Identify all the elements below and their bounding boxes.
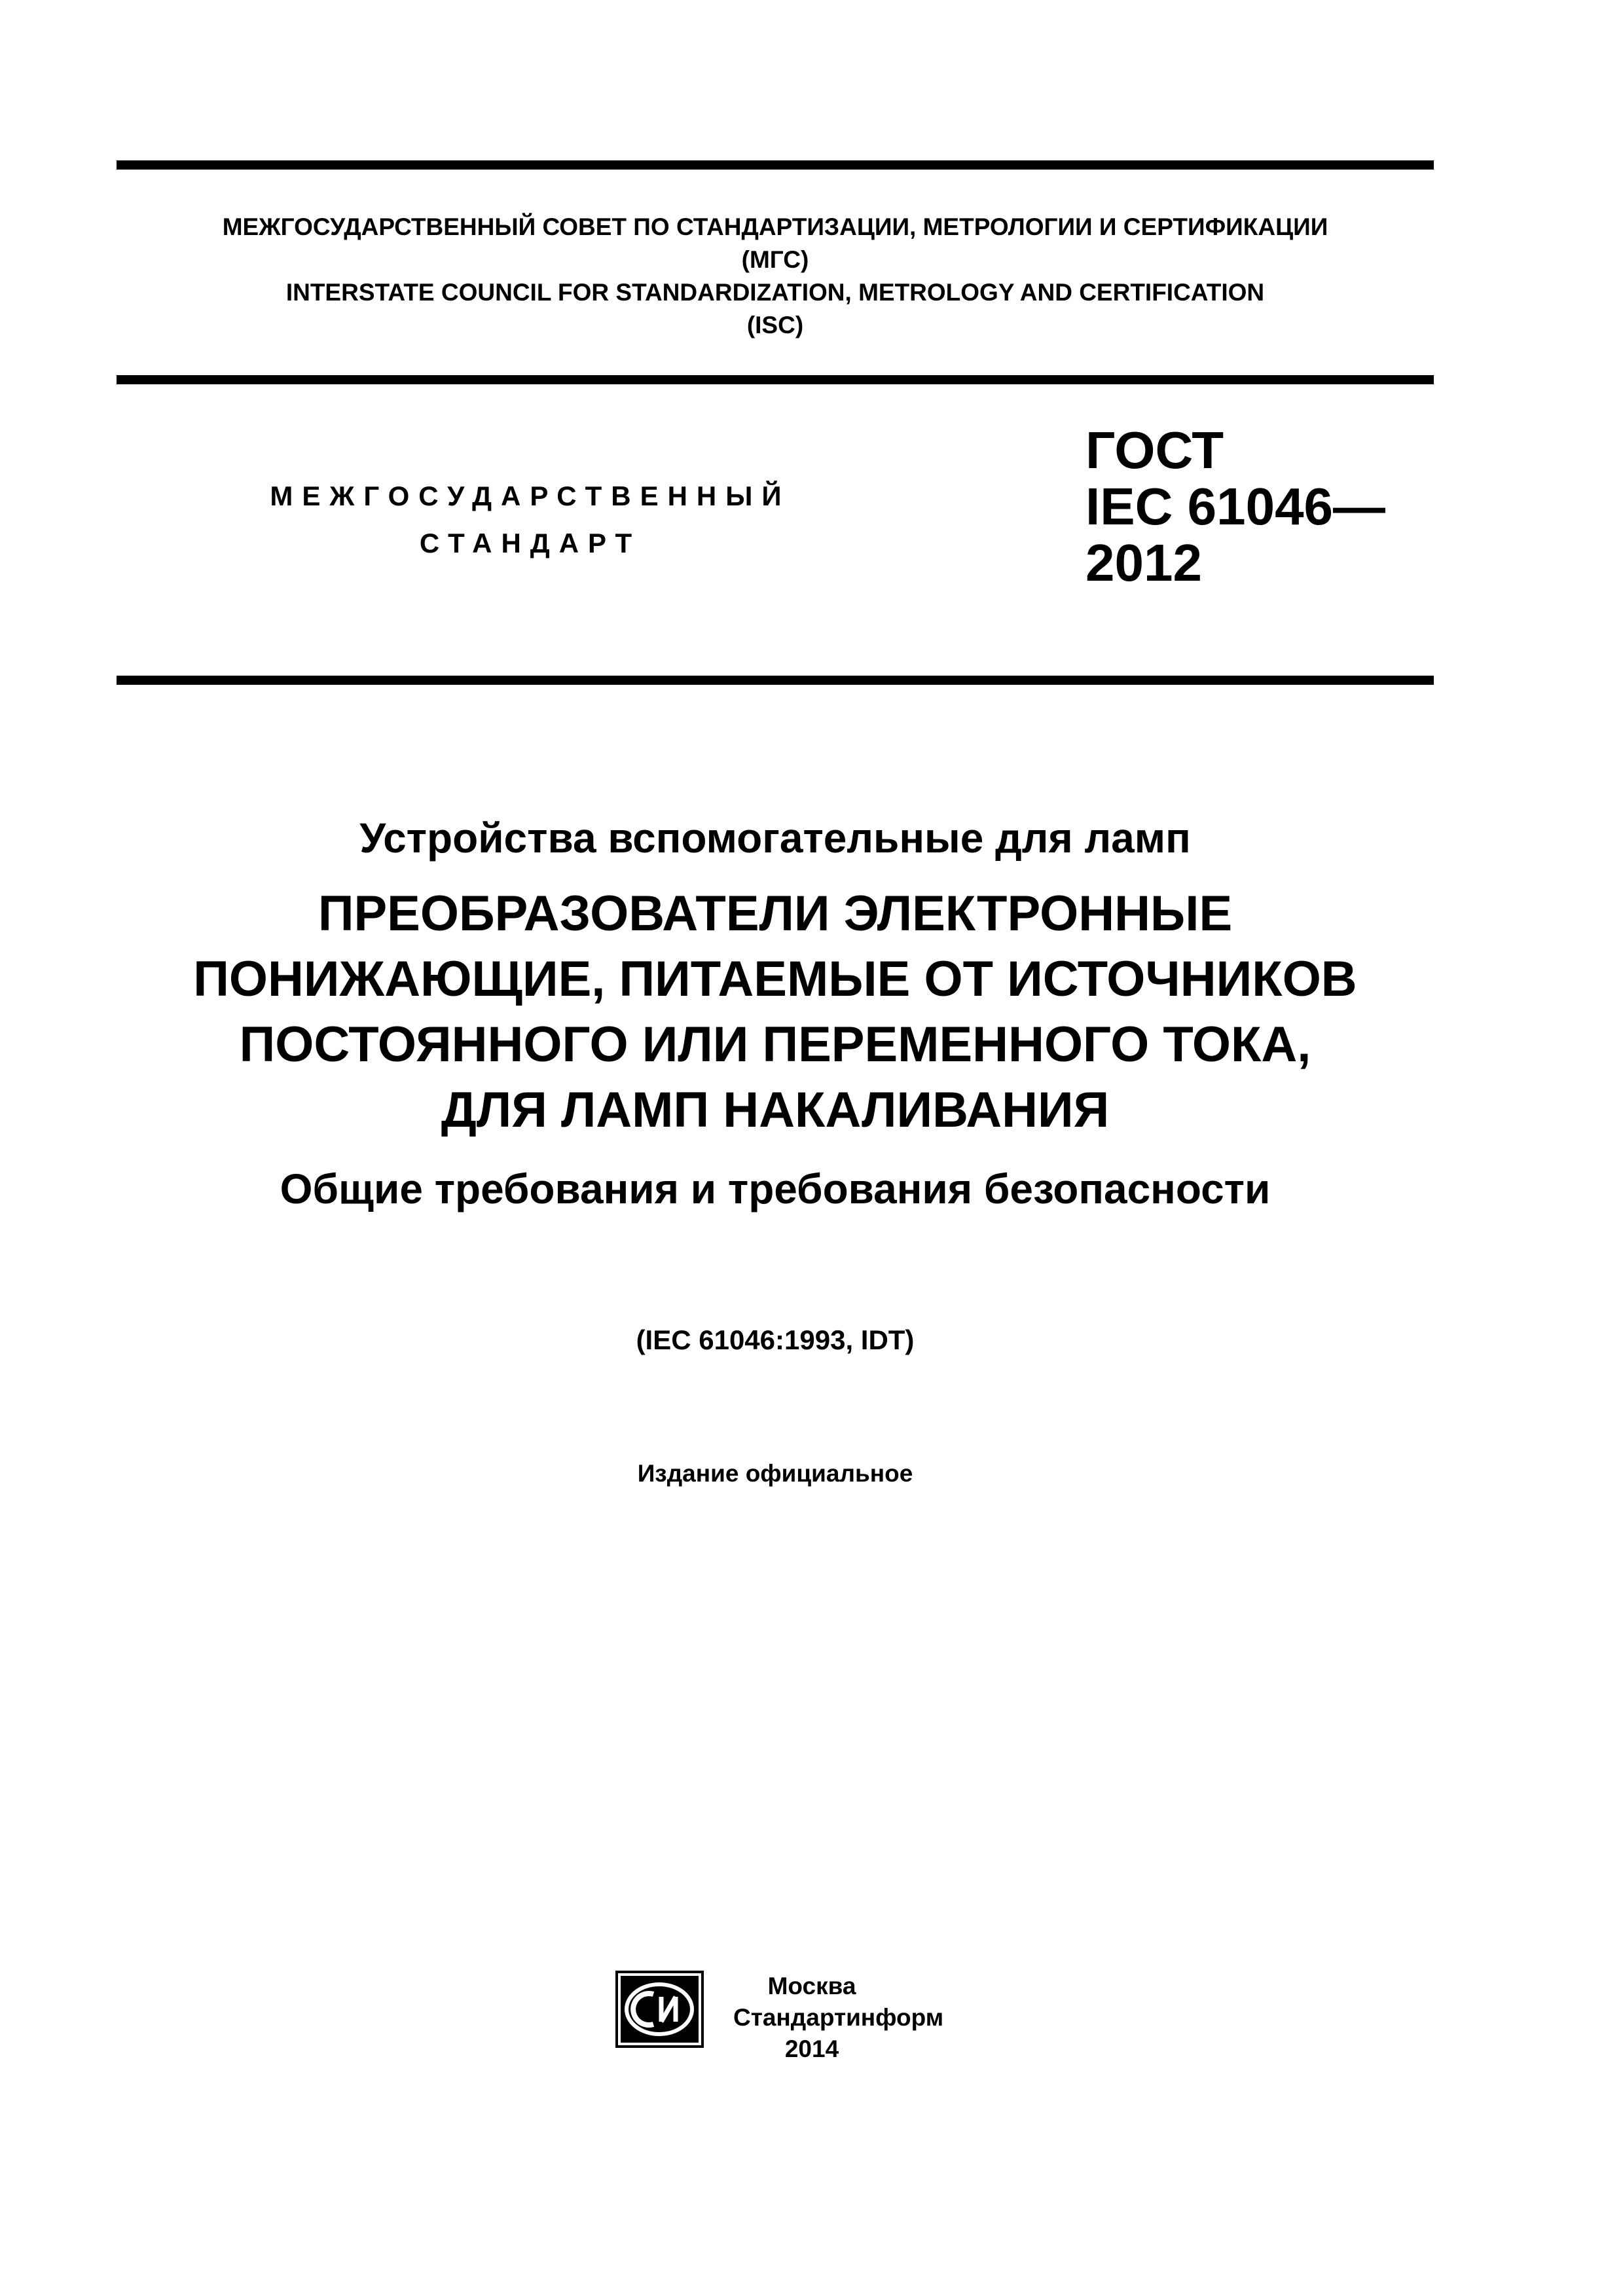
standard-designation <box>1085 422 1385 591</box>
publisher-block <box>733 1971 944 2065</box>
standard-type <box>196 473 864 567</box>
standard-type-line1: МЕЖГОСУДАРСТВЕННЫЙ <box>270 481 791 511</box>
designation-rule <box>117 676 1434 685</box>
header-rule <box>117 375 1434 384</box>
iec-reference: (IEC 61046:1993, IDT) <box>636 1324 915 1355</box>
publisher-city: Москва <box>767 1973 856 1999</box>
publisher-name: Стандартинформ <box>733 2004 944 2031</box>
council-name-ru: МЕЖГОСУДАРСТВЕННЫЙ СОВЕТ ПО СТАНДАРТИЗАЦИИ, МЕТРОЛОГИИ И СЕРТИФИКАЦИИ <box>222 213 1328 240</box>
designation-line1: ГОСТ <box>1085 421 1224 479</box>
main-title-line: ПРЕОБРАЗОВАТЕЛИ ЭЛЕКТРОННЫЕ <box>318 886 1233 941</box>
edition-note: Издание официальное <box>637 1460 913 1487</box>
top-rule <box>117 160 1434 170</box>
standartinform-logo-icon <box>615 1971 704 2048</box>
council-abbr-en: (ISC) <box>746 312 804 338</box>
main-title-line: ДЛЯ ЛАМП НАКАЛИВАНИЯ <box>441 1082 1110 1138</box>
designation-line2: IEC 61046— <box>1085 477 1386 536</box>
main-title-line: ПОНИЖАЮЩИЕ, ПИТАЕМЫЕ ОТ ИСТОЧНИКОВ <box>193 951 1357 1007</box>
designation-line3: 2012 <box>1085 534 1202 592</box>
council-name-en: INTERSTATE COUNCIL FOR STANDARDIZATION, METROLOGY AND CERTIFICATION <box>285 279 1265 306</box>
main-title <box>117 881 1434 1143</box>
title-subtitle: Общие требования и требования безопасности <box>280 1165 1271 1212</box>
publisher-year: 2014 <box>784 2035 839 2062</box>
main-title-line: ПОСТОЯННОГО ИЛИ ПЕРЕМЕННОГО ТОКА, <box>239 1017 1311 1072</box>
document-title <box>117 812 1434 1215</box>
council-header <box>117 211 1434 342</box>
standard-type-line2: СТАНДАРТ <box>419 528 642 558</box>
title-group: Устройства вспомогательные для ламп <box>359 814 1191 862</box>
council-abbr-ru: (МГС) <box>741 246 809 273</box>
